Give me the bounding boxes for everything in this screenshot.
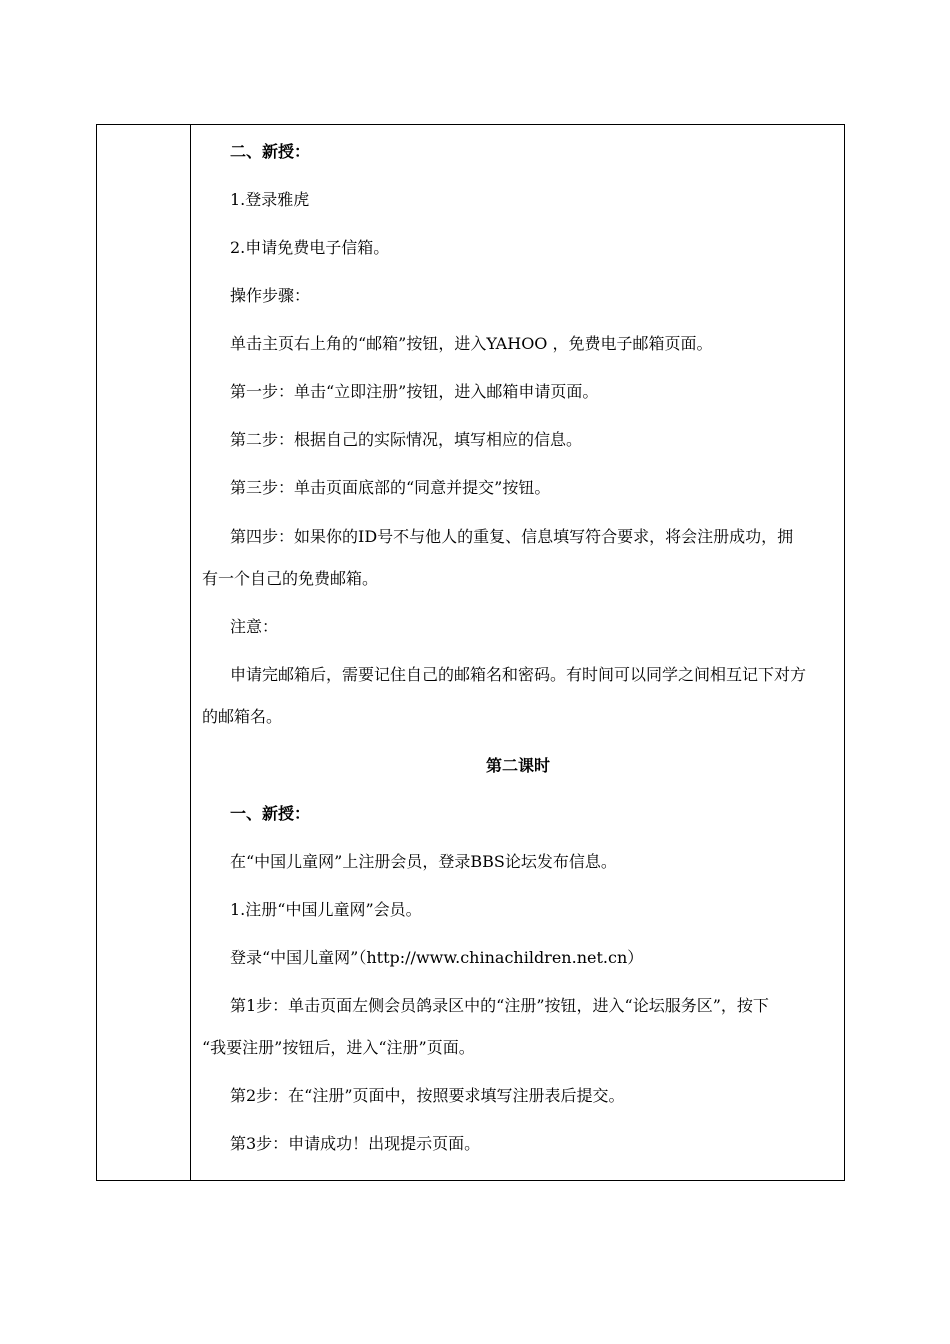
paragraph: 申请完邮箱后，需要记住自己的邮箱名和密码。有时间可以同学之间相互记下对方: [230, 665, 807, 684]
paragraph-continuation: 的邮箱名。: [202, 707, 283, 726]
paragraph: 登录“中国儿童网”（http://www.chinachildren.net.cn）: [230, 948, 644, 967]
paragraph: 第1步：单击页面左侧会员鸽录区中的“注册”按钮，进入“论坛服务区”，按下: [230, 996, 769, 1015]
lesson-title: 第二课时: [485, 756, 550, 775]
paragraph: 1.注册“中国儿童网”会员。: [230, 900, 422, 919]
paragraph: 2.申请免费电子信箱。: [230, 238, 390, 257]
left-column-cell: [97, 125, 191, 1180]
paragraph-continuation: “我要注册”按钮后，进入“注册”页面。: [202, 1038, 475, 1057]
paragraph-continuation: 有一个自己的免费邮箱。: [202, 569, 379, 588]
paragraph: 第三步：单击页面底部的“同意并提交”按钮。: [230, 478, 551, 497]
paragraph: 第四步：如果你的ID号不与他人的重复、信息填写符合要求，将会注册成功，拥: [230, 527, 794, 546]
paragraph: 第一步：单击“立即注册”按钮，进入邮箱申请页面。: [230, 382, 599, 401]
section-heading: 二、新授：: [230, 142, 311, 161]
paragraph: 第二步：根据自己的实际情况，填写相应的信息。: [230, 430, 583, 449]
section-heading: 一、新授：: [230, 804, 311, 823]
paragraph: 单击主页右上角的“邮箱”按钮，进入YAHOO ，免费电子邮箱页面。: [230, 334, 713, 353]
paragraph: 第2步：在“注册”页面中，按照要求填写注册表后提交。: [230, 1086, 625, 1105]
content-cell: [192, 125, 844, 1180]
paragraph: 第3步：申请成功！出现提示页面。: [230, 1134, 481, 1153]
lesson-table: [96, 124, 845, 1181]
paragraph: 注意：: [230, 617, 279, 636]
paragraph: 1.登录雅虎: [230, 190, 310, 209]
paragraph: 在“中国儿童网”上注册会员，登录BBS论坛发布信息。: [230, 852, 617, 871]
paragraph: 操作步骤：: [230, 286, 311, 305]
